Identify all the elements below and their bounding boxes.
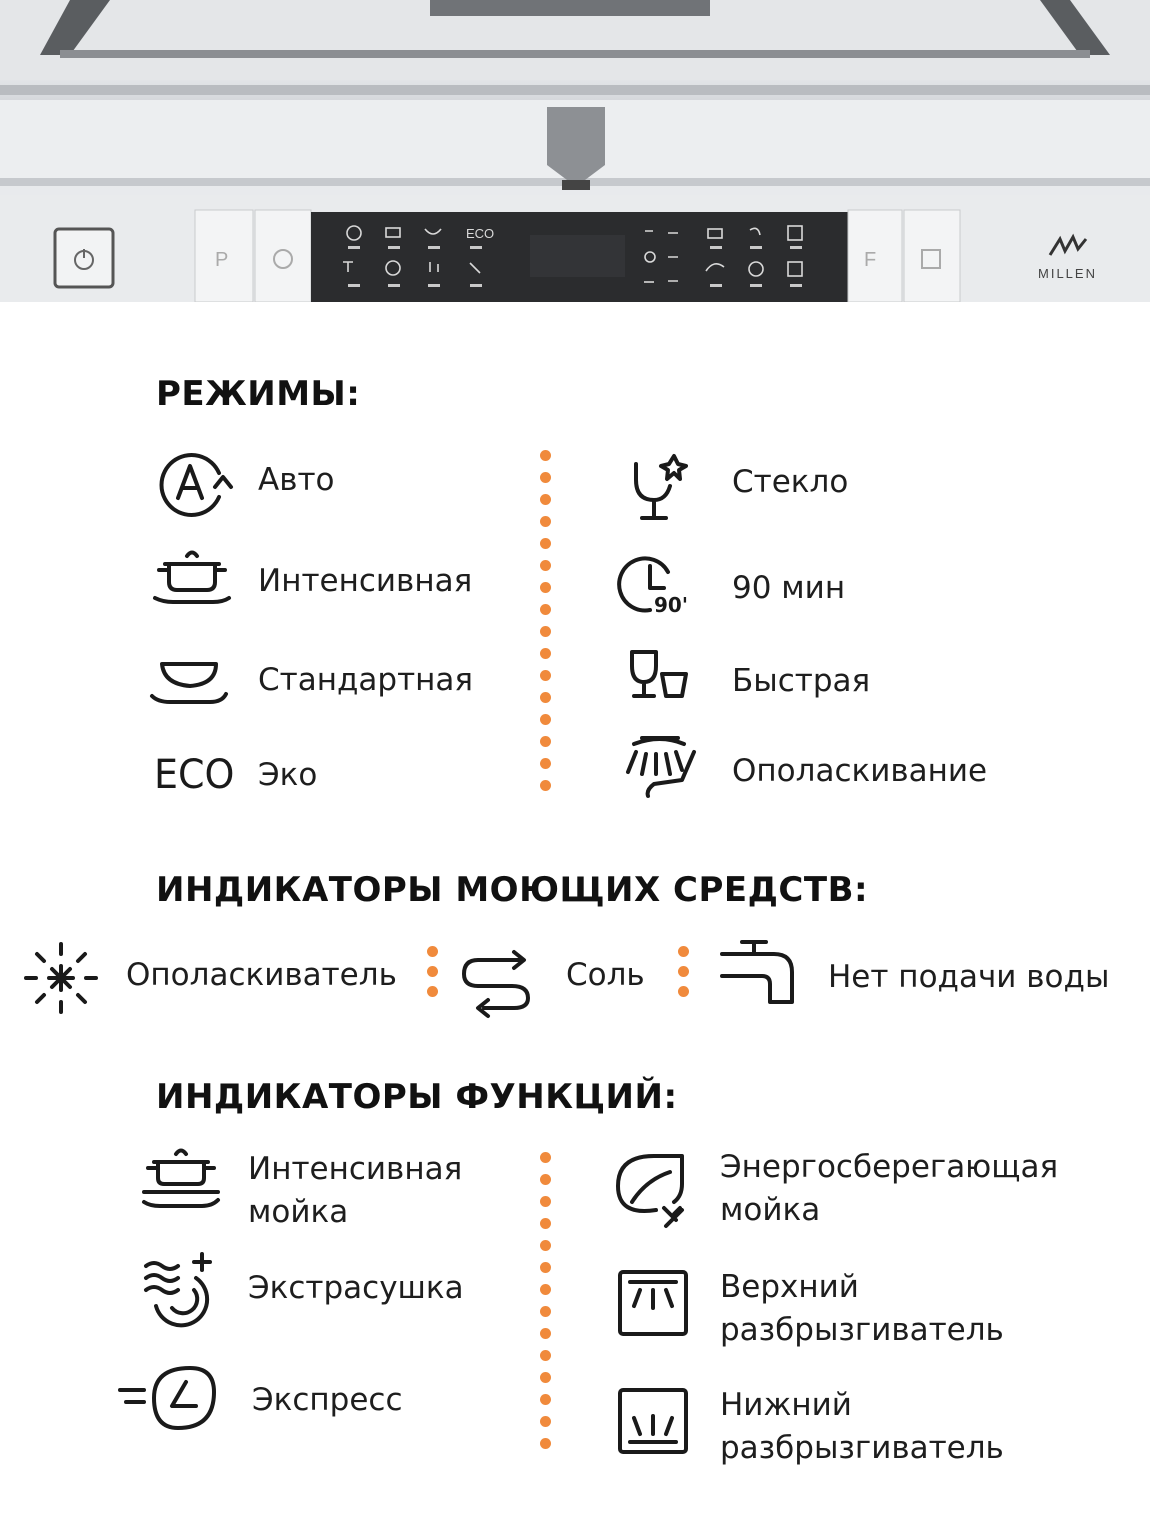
function-label-line2: мойка [248, 1194, 349, 1230]
function-label: Экстрасушка [248, 1270, 464, 1306]
detergent-label: Ополаскиватель [126, 957, 397, 993]
function-label [720, 1266, 1004, 1352]
function-label [248, 1148, 462, 1234]
tap-icon [718, 936, 800, 1008]
upper-spray-icon [618, 1270, 690, 1338]
function-label [720, 1384, 1004, 1470]
glass-cup-icon [628, 648, 698, 702]
lower-spray-icon [618, 1388, 690, 1456]
bowl-icon [150, 658, 230, 708]
detergent-label: Нет подачи воды [828, 959, 1110, 995]
function-label-line1: Энергосберегающая [720, 1149, 1059, 1185]
brand-logo: MILLEN [1038, 266, 1097, 281]
energy-save-icon [614, 1150, 694, 1230]
panel-eco-label: ECO [466, 226, 495, 241]
auto-icon [153, 449, 233, 519]
function-label [720, 1146, 1058, 1232]
function-label-line1: Интенсивная [248, 1151, 463, 1187]
function-label-line2: разбрызгиватель [720, 1430, 1004, 1466]
eco-icon: ECO [154, 752, 235, 798]
mode-label: Авто [258, 462, 335, 498]
timer-90-icon [620, 556, 700, 620]
rinse-icon [622, 732, 702, 800]
rinse-aid-icon [22, 940, 100, 1016]
panel-illustration [0, 0, 1150, 302]
intensive-wash-icon [140, 1144, 224, 1212]
function-label: Экспресс [252, 1382, 403, 1418]
function-label-line2: разбрызгиватель [720, 1312, 1004, 1348]
express-icon [114, 1362, 224, 1436]
modes-heading: РЕЖИМЫ: [156, 374, 361, 414]
function-label-line1: Верхний [720, 1269, 859, 1305]
mode-label: 90 мин [732, 570, 846, 606]
mode-label: Быстрая [732, 663, 871, 699]
function-label-line1: Нижний [720, 1387, 852, 1423]
mode-label: Эко [258, 757, 318, 793]
mode-label: Ополаскивание [732, 753, 988, 789]
detergent-heading: ИНДИКАТОРЫ МОЮЩИХ СРЕДСТВ: [156, 870, 869, 910]
panel-f-label: F [864, 249, 877, 271]
detergent-label: Соль [566, 957, 645, 993]
dishwasher-panel-photo [0, 0, 1150, 302]
functions-heading: ИНДИКАТОРЫ ФУНКЦИЙ: [156, 1077, 678, 1117]
pot-icon [153, 546, 233, 608]
glass-icon [630, 450, 690, 524]
mode-label: Стандартная [258, 662, 474, 698]
salt-icon [458, 946, 536, 1018]
panel-p-label: P [215, 249, 229, 271]
mode-label: Интенсивная [258, 563, 473, 599]
svg-text:90': 90' [654, 593, 688, 617]
function-label-line2: мойка [720, 1192, 821, 1228]
extra-dry-icon [142, 1250, 222, 1322]
mode-label: Стекло [732, 464, 849, 500]
